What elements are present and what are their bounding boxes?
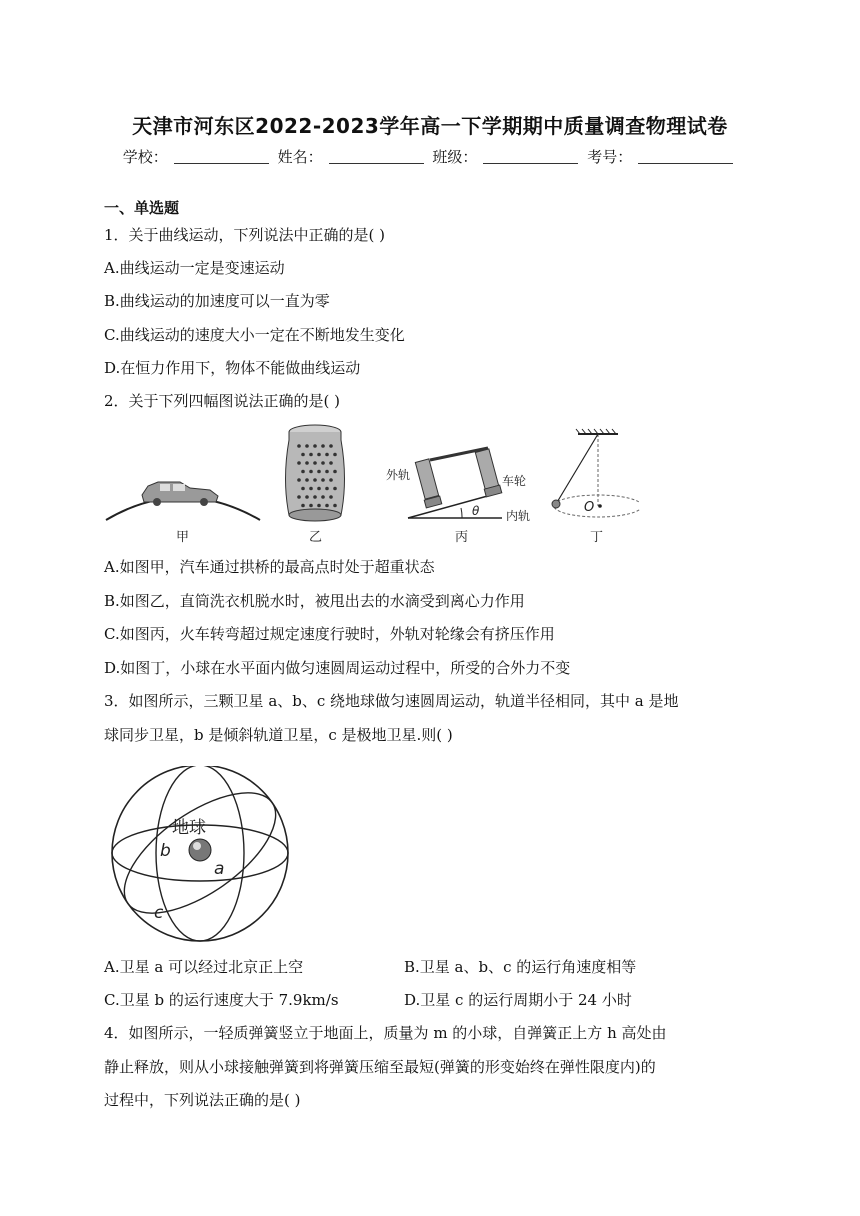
drum-hole (325, 504, 329, 508)
drum-hole (321, 444, 325, 448)
name-label: 姓名： (277, 148, 323, 166)
drum-hole (313, 461, 317, 465)
q1-stem: 1．关于曲线运动，下列说法中正确的是( ) (104, 226, 386, 244)
drum-hole (301, 487, 305, 491)
drum-hole (333, 453, 337, 457)
drum-hole (305, 478, 309, 482)
drum-hole (325, 453, 329, 457)
drum-hole (309, 453, 313, 457)
figure-arch-bridge (106, 482, 260, 545)
earth-label: 地球 (172, 818, 206, 838)
q3-satellite-figure (100, 766, 300, 944)
drum-hole (325, 470, 329, 474)
drum-hole (297, 495, 301, 499)
drum-hole (297, 478, 301, 482)
drum-hole (317, 487, 321, 491)
drum-hole (321, 478, 325, 482)
q4-stem-line3: 过程中，下列说法正确的是( ) (104, 1091, 301, 1109)
wheel-label: 车轮 (502, 474, 527, 488)
q1-option-b: B.曲线运动的加速度可以一直为零 (104, 292, 330, 310)
q1-option-a: A.曲线运动一定是变速运动 (104, 259, 285, 277)
drum-hole (333, 504, 337, 508)
figure-conical-pendulum (552, 429, 640, 545)
drum-hole (313, 478, 317, 482)
drum-hole (325, 487, 329, 491)
q3-option-b: B.卫星 a、b、c 的运行角速度相等 (404, 958, 637, 976)
drum-hole (309, 487, 313, 491)
q2-option-b: B.如图乙，直筒洗衣机脱水时，被甩出去的水滴受到离心力作用 (104, 592, 525, 610)
q2-figures (100, 420, 640, 550)
class-label: 班级： (432, 148, 478, 166)
drum-hole (305, 495, 309, 499)
drum-hole (321, 461, 325, 465)
q2-option-c: C.如图丙，火车转弯超过规定速度行驶时，外轨对轮缘会有挤压作用 (104, 625, 555, 643)
inner-rail-label: 内轨 (506, 509, 531, 523)
name-blank[interactable] (329, 149, 424, 164)
q4-stem-line2: 静止释放，则从小球接触弹簧到将弹簧压缩至最短(弹簧的形变始终在弹性限度内)的 (104, 1058, 656, 1076)
center-o-label: O (584, 500, 595, 515)
q3-option-a: A.卫星 a 可以经过北京正上空 (104, 958, 304, 976)
orbit-c-label: c (154, 903, 164, 923)
drum-hole (313, 444, 317, 448)
school-blank[interactable] (174, 149, 269, 164)
drum-hole (305, 444, 309, 448)
drum-hole (317, 504, 321, 508)
figure-washing-drum (286, 425, 345, 545)
class-blank[interactable] (483, 149, 578, 164)
drum-hole (329, 478, 333, 482)
q2-stem: 2．关于下列四幅图说法正确的是( ) (104, 392, 341, 410)
drum-hole (329, 495, 333, 499)
q3-stem-line2: 球同步卫星，b 是倾斜轨道卫星，c 是极地卫星.则( ) (104, 726, 453, 744)
q1-option-c: C.曲线运动的速度大小一定在不断地发生变化 (104, 326, 405, 344)
orbit-a-label: a (214, 859, 225, 879)
drum-hole (329, 461, 333, 465)
drum-hole (301, 453, 305, 457)
drum-hole (333, 470, 337, 474)
section-heading: 一、单选题 (104, 199, 180, 217)
exam-title: 天津市河东区2022-2023学年高一下学期期中质量调查物理试卷 (132, 114, 728, 138)
drum-hole (317, 470, 321, 474)
drum-hole (309, 504, 313, 508)
q3-option-c: C.卫星 b 的运行速度大于 7.9km/s (104, 991, 339, 1009)
drum-hole (317, 453, 321, 457)
q2-option-a: A.如图甲，汽车通过拱桥的最高点时处于超重状态 (104, 558, 435, 576)
school-label: 学校： (122, 148, 168, 166)
fig-label-ding: 丁 (590, 530, 604, 545)
fig-label-bing: 丙 (455, 530, 469, 545)
number-label: 考号： (587, 148, 633, 166)
drum-hole (313, 495, 317, 499)
drum-hole (321, 495, 325, 499)
q4-stem-line1: 4．如图所示，一轻质弹簧竖立于地面上，质量为 m 的小球，自弹簧正上方 h 高处由 (104, 1024, 667, 1042)
drum-hole (305, 461, 309, 465)
fig-label-jia: 甲 (176, 530, 190, 545)
q2-option-d: D.如图丁，小球在水平面内做匀速圆周运动过程中，所受的合外力不变 (104, 659, 571, 677)
drum-hole (301, 470, 305, 474)
outer-rail-label: 外轨 (386, 468, 411, 482)
drum-hole (333, 487, 337, 491)
student-info-row (0, 146, 860, 167)
drum-hole (309, 470, 313, 474)
q3-option-d: D.卫星 c 的运行周期小于 24 小时 (404, 991, 632, 1009)
number-blank[interactable] (638, 149, 733, 164)
figure-banked-track (386, 448, 530, 545)
drum-hole (301, 504, 305, 508)
fig-label-yi: 乙 (309, 530, 323, 545)
drum-hole (329, 444, 333, 448)
drum-hole (297, 461, 301, 465)
orbit-b-label: b (160, 841, 171, 861)
q1-option-d: D.在恒力作用下，物体不能做曲线运动 (104, 359, 361, 377)
drum-hole (297, 444, 301, 448)
q3-stem-line1: 3．如图所示，三颗卫星 a、b、c 绕地球做匀速圆周运动，轨道半径相同，其中 a 是地 (104, 692, 679, 710)
theta-label: θ (472, 504, 480, 518)
